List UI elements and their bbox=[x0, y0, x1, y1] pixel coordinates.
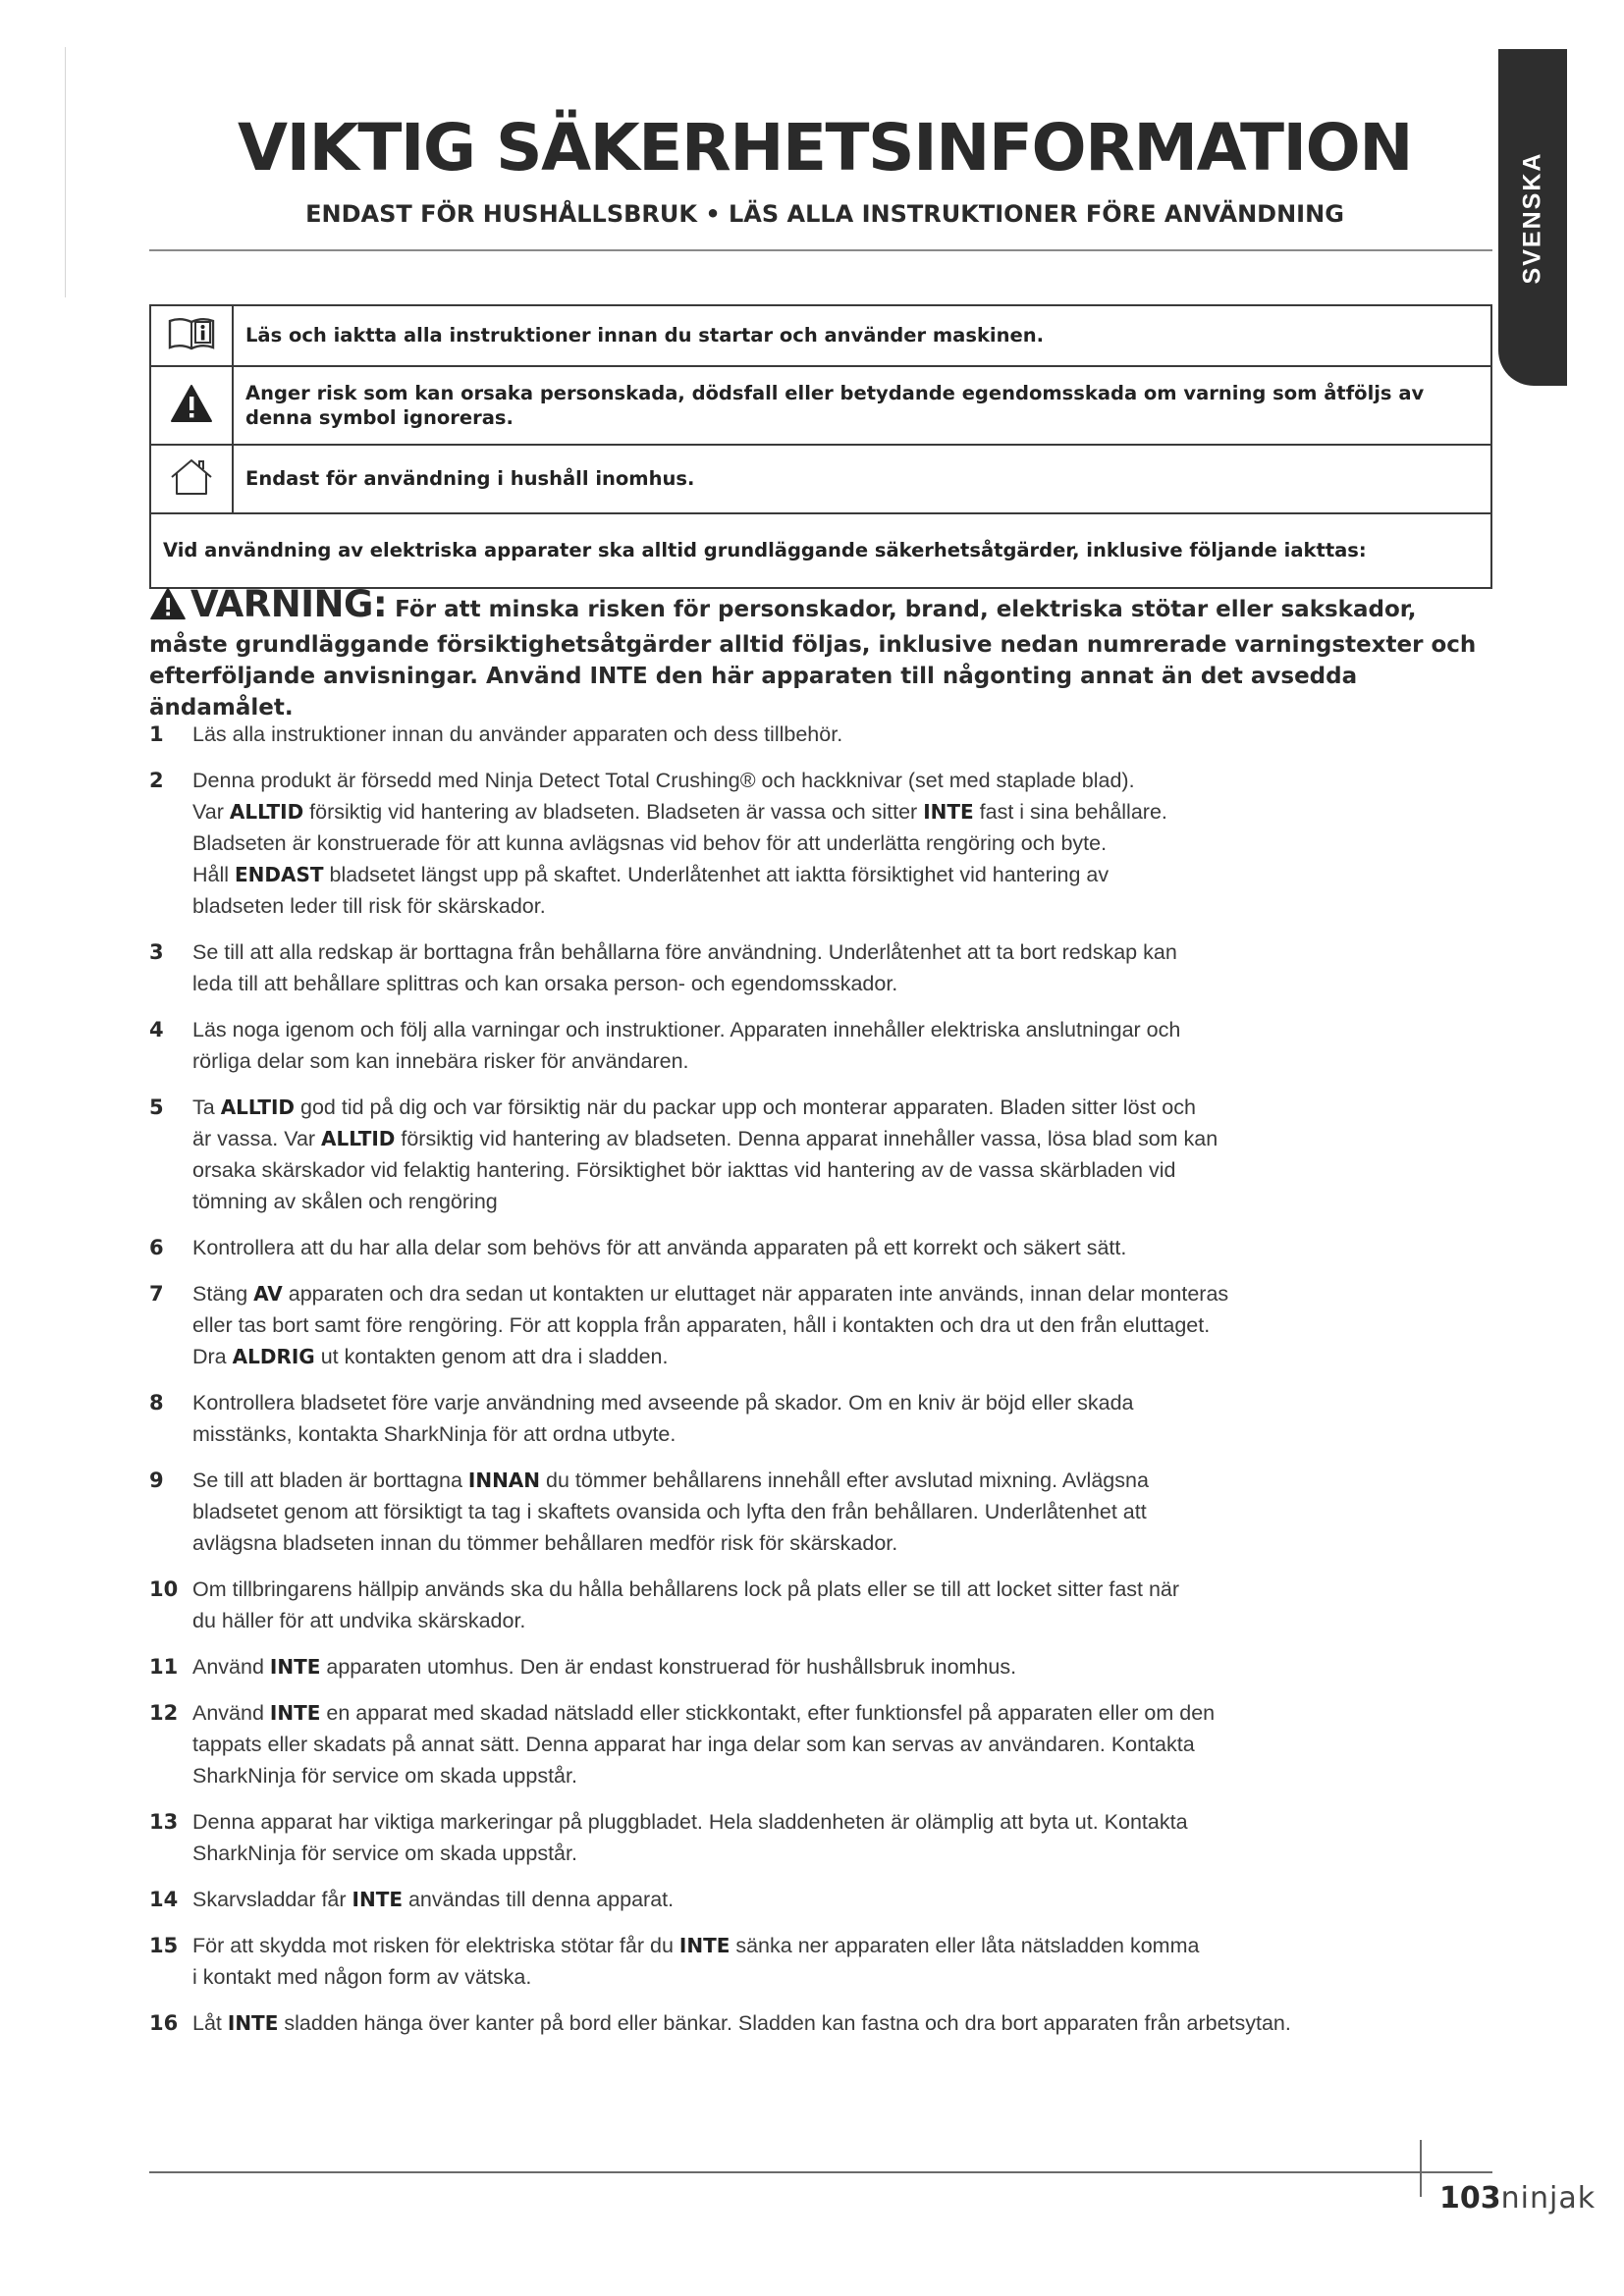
language-tab bbox=[1498, 49, 1567, 386]
instruction-line: Se till att bladen är borttagna INNAN du tömmer behållarens innehåll efter avslutad mixning. Avlägsna bbox=[192, 1468, 1149, 1492]
instruction-line: bladsetet genom att försiktigt ta tag i skaftets ovansida och lyfta den från behållaren. Underlåtenhet att bbox=[192, 1500, 1147, 1523]
instruction-item bbox=[149, 1465, 1504, 1559]
legend-general-precautions: Vid användning av elektriska apparater ska alltid grundläggande säkerhetsåtgärder, inklusive följande iakttas: bbox=[150, 513, 1491, 588]
instruction-line: är vassa. Var ALLTID försiktig vid hantering av bladseten. Denna apparat innehåller vassa, lösa blad som kan bbox=[192, 1127, 1218, 1150]
instruction-item bbox=[149, 1014, 1504, 1077]
emphasis: ENDAST bbox=[235, 863, 324, 886]
instruction-number: 6 bbox=[149, 1236, 164, 1259]
instruction-number: 3 bbox=[149, 940, 164, 964]
emphasis: ALLTID bbox=[220, 1095, 296, 1119]
language-tab-label: SVENSKA bbox=[1518, 151, 1546, 284]
instruction-number: 5 bbox=[149, 1095, 164, 1119]
instruction-line: Skarvsladdar får INTE användas till denna apparat. bbox=[192, 1888, 675, 1911]
instruction-line: Denna apparat har viktiga markeringar på pluggbladet. Hela sladdenheten är olämplig att byta ut. Kontakta bbox=[192, 1810, 1188, 1834]
warning-label: VARNING: bbox=[190, 583, 388, 625]
emphasis: ALLTID bbox=[321, 1127, 396, 1150]
instruction-number: 13 bbox=[149, 1810, 179, 1834]
instruction-line: Om tillbringarens hällpip används ska du hålla behållarens lock på plats eller se till att locket sitter fast när bbox=[192, 1577, 1180, 1601]
instruction-item bbox=[149, 719, 1504, 750]
instruction-item bbox=[149, 2007, 1504, 2039]
instruction-line: Använd INTE apparaten utomhus. Den är endast konstruerad för hushållsbruk inomhus. bbox=[192, 1655, 1017, 1679]
instruction-line: orsaka skärskador vid felaktig hantering. Försiktighet bör iakttas vid hantering av de vassa skärbladen vid bbox=[192, 1158, 1176, 1182]
legend-row-manual bbox=[150, 305, 1491, 366]
instruction-line: Håll ENDAST bladsetet längst upp på skaftet. Underlåtenhet att iaktta försiktighet vid hantering av bbox=[192, 863, 1110, 886]
instruction-item bbox=[149, 1278, 1504, 1372]
instruction-line: tömning av skålen och rengöring bbox=[192, 1190, 498, 1213]
emphasis: AV bbox=[253, 1282, 283, 1306]
emphasis: INNAN bbox=[467, 1468, 541, 1492]
instruction-item bbox=[149, 1930, 1504, 1993]
instruction-number: 9 bbox=[149, 1468, 164, 1492]
legend-row-general bbox=[150, 513, 1491, 588]
instruction-number: 8 bbox=[149, 1391, 164, 1415]
warning-triangle-icon bbox=[170, 410, 213, 427]
instruction-item bbox=[149, 936, 1504, 999]
instruction-line: Läs alla instruktioner innan du använder apparaten och dess tillbehör. bbox=[192, 722, 843, 746]
legend-row-household bbox=[150, 445, 1491, 513]
instruction-number: 2 bbox=[149, 769, 164, 792]
footer-divider bbox=[149, 2171, 1492, 2173]
instruction-line: tappats eller skadats på annat sätt. Denna apparat har inga delar som kan servas av användaren. Kontakta bbox=[192, 1733, 1195, 1756]
instruction-line: rörliga delar som kan innebära risker för användaren. bbox=[192, 1049, 689, 1073]
instruction-number: 15 bbox=[149, 1934, 179, 1957]
warning-text: För att minska risken för personskador, brand, elektriska stötar eller sakskador, måste grundläggande försiktighetsåtgärder alltid följas, inklusive nedan numrerade varningstexter och efterföljande anvisningar. Använd INTE den här apparaten till någonting annat än det avsedda ändamålet. bbox=[149, 597, 1477, 721]
manual-info-icon bbox=[167, 339, 216, 355]
instruction-line: Kontrollera bladsetet före varje användning med avseende på skador. Om en kniv är böjd eller skada bbox=[192, 1391, 1134, 1415]
instruction-item bbox=[149, 1806, 1504, 1869]
legend-text-warning: Anger risk som kan orsaka personskada, dödsfall eller betydande egendomsskada om varning som åtföljs av denna symbol ignoreras. bbox=[233, 366, 1491, 445]
instruction-item bbox=[149, 1697, 1504, 1791]
instruction-item bbox=[149, 1884, 1504, 1915]
instruction-item bbox=[149, 765, 1504, 922]
instruction-line: Låt INTE sladden hänga över kanter på bord eller bänkar. Sladden kan fastna och dra bort apparaten från arbetsytan. bbox=[192, 2011, 1291, 2035]
instruction-item bbox=[149, 1092, 1504, 1217]
instruction-number: 4 bbox=[149, 1018, 164, 1041]
emphasis: INTE bbox=[269, 1655, 321, 1679]
instruction-line: Var ALLTID försiktig vid hantering av bladseten. Bladseten är vassa och sitter INTE fast i sina behållare. bbox=[192, 800, 1167, 824]
emphasis: INTE bbox=[678, 1934, 731, 1957]
instruction-line: Se till att alla redskap är borttagna från behållarna före användning. Underlåtenhet att ta bort redskap kan bbox=[192, 940, 1177, 964]
instruction-line: misstänks, kontakta SharkNinja för att ordna utbyte. bbox=[192, 1422, 677, 1446]
brand-logo: ninjak bbox=[1500, 2181, 1597, 2216]
instruction-line: avlägsna bladseten innan du tömmer behållaren medför risk för skärskador. bbox=[192, 1531, 898, 1555]
legend-text-manual: Läs och iaktta alla instruktioner innan du startar och använder maskinen. bbox=[233, 305, 1491, 366]
instruction-item bbox=[149, 1574, 1504, 1636]
instruction-number: 7 bbox=[149, 1282, 164, 1306]
footer-separator bbox=[1420, 2140, 1422, 2197]
legend-text-household: Endast för användning i hushåll inomhus. bbox=[233, 445, 1491, 513]
page-fold-line bbox=[65, 47, 66, 297]
instruction-number: 11 bbox=[149, 1655, 179, 1679]
instruction-line: Använd INTE en apparat med skadad nätsladd eller stickkontakt, efter funktionsfel på apparaten eller om den bbox=[192, 1701, 1216, 1725]
instruction-number: 10 bbox=[149, 1577, 179, 1601]
page-title: VIKTIG SÄKERHETSINFORMATION bbox=[238, 110, 1412, 186]
instruction-line: Kontrollera att du har alla delar som behövs för att använda apparaten på ett korrekt och säkert sätt. bbox=[192, 1236, 1127, 1259]
instruction-line: SharkNinja för service om skada uppstår. bbox=[192, 1842, 577, 1865]
instruction-line: eller tas bort samt före rengöring. För att koppla från apparaten, håll i kontakten och dra ut den från eluttaget. bbox=[192, 1313, 1211, 1337]
instruction-line: Stäng AV apparaten och dra sedan ut kontakten ur eluttaget när apparaten inte används, innan delar monteras bbox=[192, 1282, 1229, 1306]
page-number: 103 bbox=[1439, 2181, 1501, 2216]
symbol-legend-table bbox=[149, 304, 1492, 589]
header-divider bbox=[149, 249, 1492, 251]
instruction-line: SharkNinja för service om skada uppstår. bbox=[192, 1764, 577, 1788]
warning-triangle-icon bbox=[149, 587, 187, 629]
instruction-line: bladseten leder till risk för skärskador. bbox=[192, 894, 546, 918]
instruction-line: Bladseten är konstruerade för att kunna avlägsnas vid behov för att underlätta rengöring och byte. bbox=[192, 831, 1108, 855]
instruction-number: 14 bbox=[149, 1888, 179, 1911]
legend-icon-cell bbox=[150, 305, 233, 366]
emphasis: ALDRIG bbox=[232, 1345, 315, 1368]
instruction-line: Läs noga igenom och följ alla varningar och instruktioner. Apparaten innehåller elektriska anslutningar och bbox=[192, 1018, 1181, 1041]
legend-icon-cell bbox=[150, 366, 233, 445]
instruction-line: Ta ALLTID god tid på dig och var försiktig när du packar upp och monterar apparaten. Bladen sitter löst och bbox=[192, 1095, 1196, 1119]
warning-paragraph bbox=[149, 583, 1496, 723]
instruction-line: Denna produkt är försedd med Ninja Detect Total Crushing® och hackknivar (set med staplade blad). bbox=[192, 769, 1135, 792]
instruction-line: du häller för att undvika skärskador. bbox=[192, 1609, 526, 1632]
instruction-line: För att skydda mot risken för elektriska stötar får du INTE sänka ner apparaten eller låta nätsladden komma bbox=[192, 1934, 1200, 1957]
instruction-number: 16 bbox=[149, 2011, 179, 2035]
legend-icon-cell bbox=[150, 445, 233, 513]
house-icon bbox=[168, 484, 215, 501]
instruction-item bbox=[149, 1387, 1504, 1450]
emphasis: INTE bbox=[269, 1701, 321, 1725]
page-subtitle: ENDAST FÖR HUSHÅLLSBRUK • LÄS ALLA INSTRUKTIONER FÖRE ANVÄNDNING bbox=[305, 200, 1344, 228]
safety-instructions-list bbox=[149, 719, 1504, 2054]
emphasis: ALLTID bbox=[229, 800, 304, 824]
instruction-item bbox=[149, 1651, 1504, 1682]
instruction-number: 12 bbox=[149, 1701, 179, 1725]
instruction-number: 1 bbox=[149, 722, 164, 746]
instruction-line: leda till att behållare splittras och kan orsaka person- och egendomsskador. bbox=[192, 972, 898, 995]
emphasis: INTE bbox=[227, 2011, 279, 2035]
instruction-item bbox=[149, 1232, 1504, 1263]
instruction-line: i kontakt med någon form av vätska. bbox=[192, 1965, 532, 1989]
emphasis: INTE bbox=[352, 1888, 403, 1911]
page-footer bbox=[1439, 2181, 1596, 2216]
legend-row-warning bbox=[150, 366, 1491, 445]
instruction-line: Dra ALDRIG ut kontakten genom att dra i sladden. bbox=[192, 1345, 669, 1368]
emphasis: INTE bbox=[923, 800, 974, 824]
